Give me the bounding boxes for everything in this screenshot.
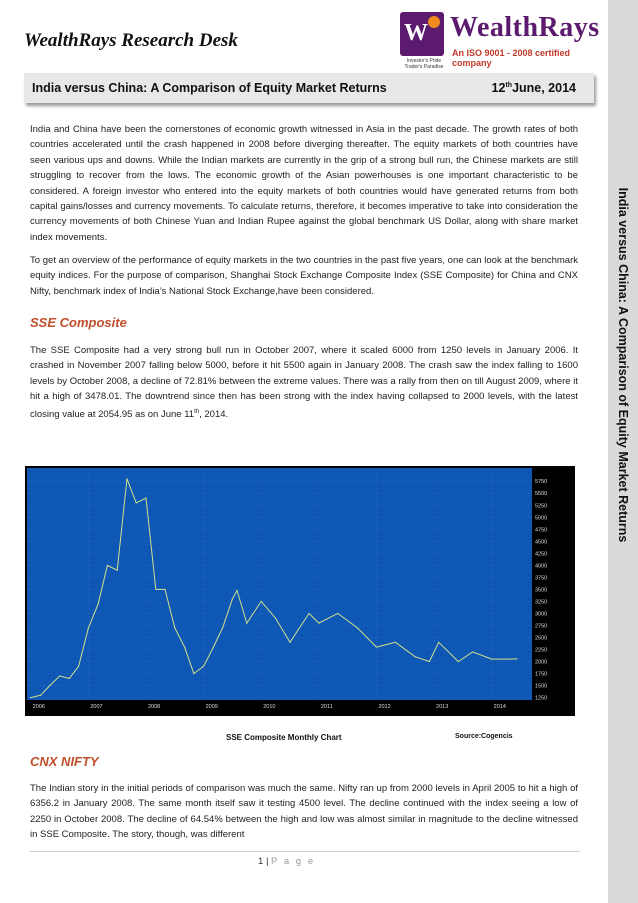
chart-ytick-label: 3250 bbox=[535, 599, 548, 606]
chart-point bbox=[491, 659, 492, 660]
chart-point bbox=[414, 656, 415, 657]
chart-point bbox=[395, 642, 396, 643]
chart-point bbox=[164, 589, 165, 590]
chart-xtick-label: 2006 bbox=[32, 704, 46, 710]
chart-point bbox=[203, 666, 204, 667]
chart-ytick-label: 5750 bbox=[535, 479, 548, 486]
chart-point bbox=[69, 678, 70, 679]
chart-point bbox=[126, 478, 127, 479]
chart-xtick-label: 2010 bbox=[263, 704, 276, 710]
chart-ytick-label: 1250 bbox=[535, 695, 548, 702]
chart-ytick-label: 4750 bbox=[535, 527, 548, 534]
chart-ytick-label: 4500 bbox=[535, 539, 548, 546]
chart-ytick-label: 3750 bbox=[535, 575, 548, 582]
nifty-heading: CNX NIFTY bbox=[30, 754, 99, 769]
chart-point bbox=[505, 659, 506, 660]
desk-title: WealthRays Research Desk bbox=[24, 30, 238, 51]
chart-point bbox=[472, 651, 473, 652]
page-number: 1 | P a g e bbox=[258, 856, 315, 867]
chart-point bbox=[40, 695, 41, 696]
chart-point bbox=[429, 661, 430, 662]
logo-iso-note: An ISO 9001 - 2008 certified company bbox=[452, 48, 571, 68]
sse-heading: SSE Composite bbox=[30, 315, 127, 330]
chart-point bbox=[174, 627, 175, 628]
chart-ytick-label: 2500 bbox=[535, 635, 548, 642]
chart-point bbox=[193, 673, 194, 674]
intro-paragraph: India and China have been the cornerstones of economic growth witnessed in Asia in the past decade. The growth rates of both countries accelerated until the crash happened in 2008 before diverging thereafter. The equity markets of both countries have seen various ups and downs. While the Indian markets are currently in the grip of a strong bull run, the Chinese markets are still struggling to recover from the lows. The economic growth of the Asian powerhouses is one important characteristic to be considered. A foreign investor who entered into the equity markets of both countries would have generated returns from both capital gains/losses and currency movements. To calculate returns, therefore, it becomes imperative to take into consideration the currency movements of both Chinese Yuan and Indian Rupee against the global benchmark US Dollar, along with share market index movements. bbox=[30, 124, 578, 243]
chart-point bbox=[376, 647, 377, 648]
chart-point bbox=[136, 502, 137, 503]
chart-ytick-label: 3500 bbox=[535, 587, 548, 594]
chart-point bbox=[337, 613, 338, 614]
footer-divider bbox=[30, 851, 580, 852]
chart-point bbox=[289, 642, 290, 643]
chart-ytick-label: 5000 bbox=[535, 515, 548, 522]
chart-ytick-label: 2750 bbox=[535, 623, 548, 630]
nifty-paragraph: The Indian story in the initial periods of comparison was much the same. Nifty ran up from 2000 levels in April 2005 to hit a high of 6356.2 in January 2008. The same month itself saw it testing 4500 level. The decline continued with the index seeing a low of 2250 in October 2008. The decline of 64.54% between the high and low was almost similar in magnitude to the decline witnessed in SSE Composite. The story, though, was different bbox=[30, 783, 578, 841]
chart-point bbox=[516, 658, 517, 659]
logo-tagline: Investor's Pride Trader's Paradise bbox=[404, 58, 444, 70]
chart-point bbox=[438, 642, 439, 643]
chart-point bbox=[222, 627, 223, 628]
chart-ytick-label: 5250 bbox=[535, 503, 548, 510]
chart-ytick-label: 5500 bbox=[535, 491, 548, 498]
chart-xtick-label: 2014 bbox=[493, 704, 506, 710]
chart-point bbox=[78, 666, 79, 667]
report-date: 12thJune, 2014 bbox=[491, 81, 576, 95]
chart-point bbox=[98, 603, 99, 604]
chart-point bbox=[308, 613, 309, 614]
overview-paragraph: To get an overview of the performance of equity markets in the two countries in the past five years, one can look at the benchmark equity indices. For the purpose of comparison, Shanghai Stock Exchange Composite Index (SSE Composite) for China and CNX Nifty, benchmark index of India’s National Stock Exchange,have been considered. bbox=[30, 255, 578, 297]
chart-ytick-label: 1750 bbox=[535, 671, 548, 678]
chart-ytick-label: 2250 bbox=[535, 647, 548, 654]
chart-point bbox=[246, 622, 247, 623]
chart-ytick-label: 4000 bbox=[535, 563, 548, 570]
logo-mark-icon: W bbox=[400, 12, 444, 56]
wealthrays-logo bbox=[400, 12, 600, 70]
report-title: India versus China: A Comparison of Equity Market Returns bbox=[32, 81, 387, 95]
chart-point bbox=[30, 697, 31, 698]
chart-xtick-label: 2009 bbox=[205, 704, 218, 710]
chart-point bbox=[107, 565, 108, 566]
chart-point bbox=[232, 598, 233, 599]
chart-point bbox=[117, 570, 118, 571]
chart-point bbox=[318, 622, 319, 623]
chart-point bbox=[213, 647, 214, 648]
chart-point bbox=[49, 685, 50, 686]
chart-xtick-label: 2007 bbox=[90, 704, 103, 710]
chart-point bbox=[184, 647, 185, 648]
chart-point bbox=[236, 590, 237, 591]
chart-point bbox=[88, 627, 89, 628]
sse-composite-chart bbox=[25, 466, 575, 716]
chart-point bbox=[155, 589, 156, 590]
chart-caption: SSE Composite Monthly Chart bbox=[226, 733, 342, 742]
chart-ytick-label: 4250 bbox=[535, 551, 548, 558]
chart-point bbox=[458, 661, 459, 662]
chart-ytick-label: 1500 bbox=[535, 683, 548, 690]
chart-xtick-label: 2011 bbox=[320, 704, 333, 710]
chart-point bbox=[261, 601, 262, 602]
sse-paragraph: The SSE Composite had a very strong bull run in October 2007, where it scaled 6000 from 1250 levels in January 2006. It crashed in November 2007 falling below 5000, before it hit 5500 again in January 2008. The crash saw the index falling to 1600 levels by October 2008, a decline of 72.81% between the extreme values. There was a rally from then on till August 2009, where it hit a high of 3478.01. The downtrend since then has been strong with the index having collapsed to 2000 levels, with the latest closing value at 2054.95 as on June 11th, 2014. bbox=[30, 345, 578, 420]
chart-point bbox=[357, 627, 358, 628]
chart-source: Source:Cogencis bbox=[455, 733, 513, 740]
title-bar bbox=[24, 73, 594, 103]
chart-point bbox=[59, 675, 60, 676]
logo-name: WealthRays bbox=[450, 12, 600, 43]
chart-xtick-label: 2012 bbox=[378, 704, 391, 710]
chart-xtick-label: 2013 bbox=[436, 704, 449, 710]
chart-point bbox=[145, 497, 146, 498]
chart-ytick-label: 2000 bbox=[535, 659, 548, 666]
sidebar-title: India versus China: A Comparison of Equity Market Returns bbox=[616, 187, 630, 543]
chart-xtick-label: 2008 bbox=[147, 704, 161, 710]
chart-ytick-label: 3000 bbox=[535, 611, 548, 618]
chart-point bbox=[275, 618, 276, 619]
